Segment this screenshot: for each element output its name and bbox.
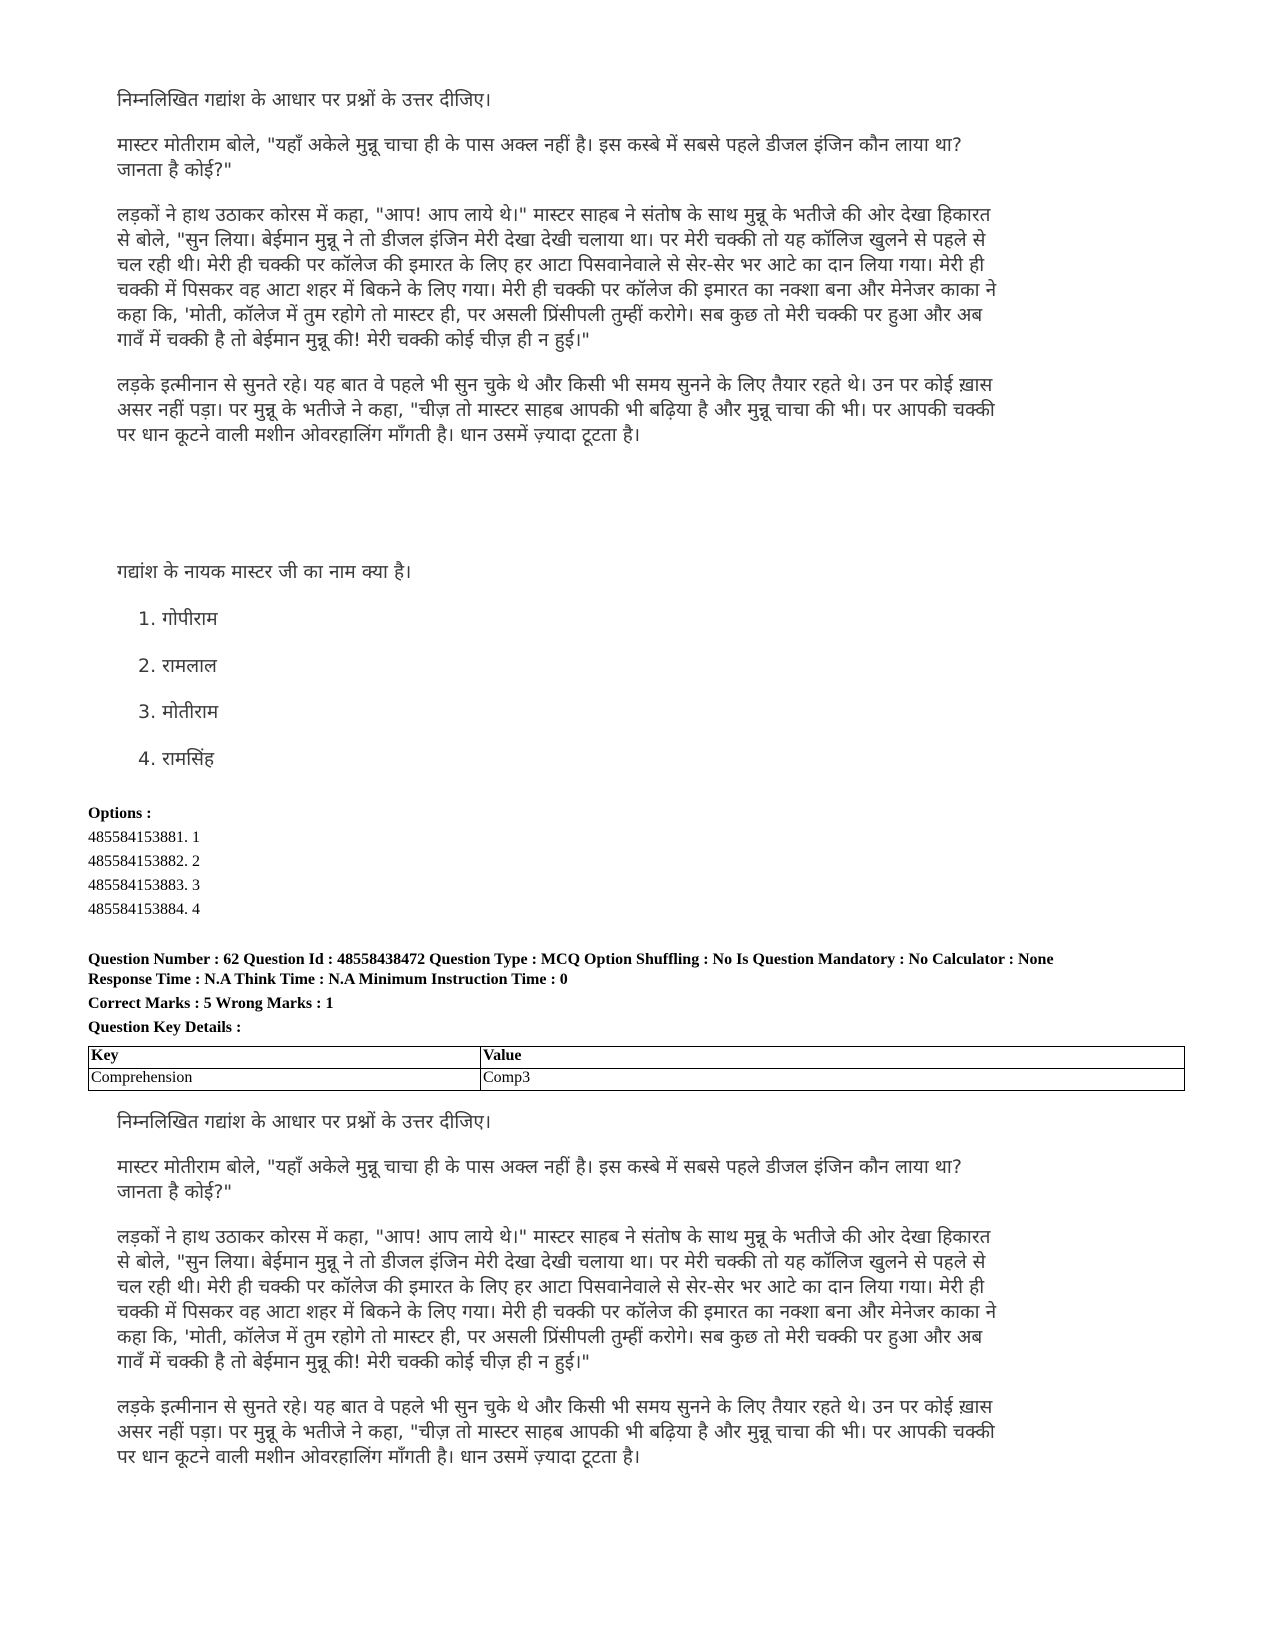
passage-paragraph: मास्टर मोतीराम बोले, "यहाँ अकेले मुन्नू चाचा ही के पास अक्ल नहीं है। इस कस्बे में सबसे पहले डीजल इंजिन कौन लाया था? जानता है कोई?" bbox=[117, 1156, 962, 1203]
passage-paragraph: लड़के इत्मीनान से सुनते रहे। यह बात वे पहले भी सुन चुके थे और किसी भी समय सुनने के लिए तैयार रहते थे। उन पर कोई ख़ास असर नहीं पड़ा। पर मुन्नू के भतीजे ने कहा, "चीज़ तो मास्टर साहब आपकी भी बढ़िया है और मुन्नू चाचा की भी। पर आपकी चक्की पर धान कूटने वाली मशीन ओवरहालिंग माँगती है। धान उसमें ज़्यादा टूटता है। bbox=[117, 374, 995, 446]
option-row: 485584153883. 3 bbox=[88, 877, 200, 894]
question-meta-line: Response Time : N.A Think Time : N.A Minimum Instruction Time : 0 bbox=[88, 971, 568, 988]
table-header-row bbox=[89, 1047, 1185, 1069]
choice-item: 4. रामसिंह bbox=[138, 748, 215, 770]
passage-instruction: निम्नलिखित गद्यांश के आधार पर प्रश्नों के उत्तर दीजिए। bbox=[117, 89, 492, 111]
passage-paragraph: लड़कों ने हाथ उठाकर कोरस में कहा, "आप! आप लाये थे।" मास्टर साहब ने संतोष के साथ मुन्नू के भतीजे की ओर देखा हिकारत से बोले, "सुन लिया। बेईमान मुन्नू ने तो डीजल इंजिन मेरी देखा देखी चलाया था। पर मेरी चक्की तो यह कॉलिज खुलने से पहले से चल रही थी। मेरी ही चक्की पर कॉलेज की इमारत के लिए हर आटा पिसवानेवाले से सेर-सेर भर आटे का दान लिया गया। मेरी ही चक्की में पिसकर वह आटा शहर में बिकने के लिए गया। मेरी ही चक्की पर कॉलेज की इमारत का नक्शा बना और मेनेजर काका ने कहा कि, 'मोती, कॉलेज में तुम रहोगे तो मास्टर ही, पर असली प्रिंसीपली तुम्हीं करोगे। सब कुछ तो मेरी चक्की पर हुआ और अब गावँ में चक्की है तो बेईमान मुन्नू की! मेरी चक्की कोई चीज़ ही न हुई।" bbox=[117, 204, 997, 351]
option-row: 485584153884. 4 bbox=[88, 901, 200, 918]
key-details-title: Question Key Details : bbox=[88, 1019, 242, 1036]
table-row bbox=[89, 1069, 1185, 1091]
table-cell: Comprehension bbox=[89, 1069, 481, 1091]
table-header-cell: Value bbox=[481, 1047, 1185, 1069]
marks-line: Correct Marks : 5 Wrong Marks : 1 bbox=[88, 995, 334, 1012]
key-details-table bbox=[88, 1046, 1185, 1091]
option-row: 485584153882. 2 bbox=[88, 853, 200, 870]
passage-paragraph: लड़के इत्मीनान से सुनते रहे। यह बात वे पहले भी सुन चुके थे और किसी भी समय सुनने के लिए तैयार रहते थे। उन पर कोई ख़ास असर नहीं पड़ा। पर मुन्नू के भतीजे ने कहा, "चीज़ तो मास्टर साहब आपकी भी बढ़िया है और मुन्नू चाचा की भी। पर आपकी चक्की पर धान कूटने वाली मशीन ओवरहालिंग माँगती है। धान उसमें ज़्यादा टूटता है। bbox=[117, 1396, 995, 1468]
passage-paragraph: लड़कों ने हाथ उठाकर कोरस में कहा, "आप! आप लाये थे।" मास्टर साहब ने संतोष के साथ मुन्नू के भतीजे की ओर देखा हिकारत से बोले, "सुन लिया। बेईमान मुन्नू ने तो डीजल इंजिन मेरी देखा देखी चलाया था। पर मेरी चक्की तो यह कॉलिज खुलने से पहले से चल रही थी। मेरी ही चक्की पर कॉलेज की इमारत के लिए हर आटा पिसवानेवाले से सेर-सेर भर आटे का दान लिया गया। मेरी ही चक्की में पिसकर वह आटा शहर में बिकने के लिए गया। मेरी ही चक्की पर कॉलेज की इमारत का नक्शा बना और मेनेजर काका ने कहा कि, 'मोती, कॉलेज में तुम रहोगे तो मास्टर ही, पर असली प्रिंसीपली तुम्हीं करोगे। सब कुछ तो मेरी चक्की पर हुआ और अब गावँ में चक्की है तो बेईमान मुन्नू की! मेरी चक्की कोई चीज़ ही न हुई।" bbox=[117, 1226, 997, 1373]
passage-1 bbox=[117, 88, 997, 468]
choice-item: 1. गोपीराम bbox=[138, 608, 218, 630]
option-row: 485584153881. 1 bbox=[88, 829, 200, 846]
passage-2 bbox=[117, 1110, 997, 1490]
question-meta-line: Question Number : 62 Question Id : 48558438472 Question Type : MCQ Option Shuffling : No Is Question Mandatory : No Calculator : None bbox=[88, 951, 1054, 968]
table-cell: Comp3 bbox=[481, 1069, 1185, 1091]
table-header-cell: Key bbox=[89, 1047, 481, 1069]
passage-instruction: निम्नलिखित गद्यांश के आधार पर प्रश्नों के उत्तर दीजिए। bbox=[117, 1111, 492, 1133]
choice-item: 2. रामलाल bbox=[138, 655, 217, 677]
choice-item: 3. मोतीराम bbox=[138, 701, 219, 723]
options-title: Options : bbox=[88, 805, 152, 822]
passage-paragraph: मास्टर मोतीराम बोले, "यहाँ अकेले मुन्नू चाचा ही के पास अक्ल नहीं है। इस कस्बे में सबसे पहले डीजल इंजिन कौन लाया था? जानता है कोई?" bbox=[117, 134, 962, 181]
question-text: गद्यांश के नायक मास्टर जी का नाम क्या है। bbox=[117, 561, 412, 583]
